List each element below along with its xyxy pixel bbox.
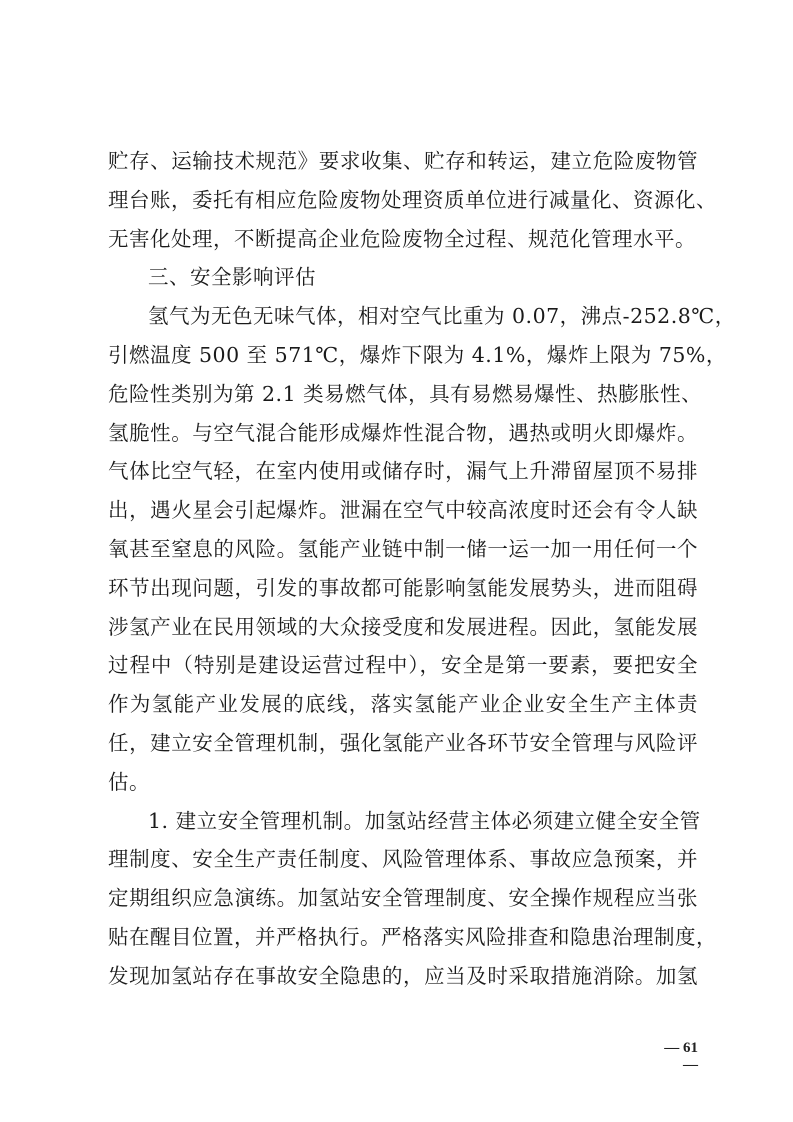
text-line: 定期组织应急演练。加氢站安全管理制度、安全操作规程应当张: [108, 886, 698, 911]
text-line: 气体比空气轻，在室内使用或储存时，漏气上升滞留屋顶不易排: [108, 459, 698, 484]
text-line: 环节出现问题，引发的事故都可能影响氢能发展势头，进而阻碍: [108, 575, 698, 600]
text-line: 贮存、运输技术规范》要求收集、贮存和转运，建立危险废物管: [108, 149, 698, 173]
text-line: 作为氢能产业发展的底线，落实氢能产业企业安全生产主体责: [108, 692, 698, 717]
text-line: 贴在醒目位置，并严格执行。严格落实风险排查和隐患治理制度，: [108, 924, 717, 949]
text-line: 出，遇火星会引起爆炸。泄漏在空气中较高浓度时还会有令人缺: [108, 498, 698, 523]
text-line: 无害化处理，不断提高企业危险废物全过程、规范化管理水平。: [108, 226, 696, 251]
text-line: 涉氢产业在民用领域的大众接受度和发展进程。因此，氢能发展: [108, 614, 698, 639]
text-line: 氢气为无色无味气体，相对空气比重为 0.07，沸点-252.8℃，: [148, 304, 736, 329]
body-text: [108, 142, 736, 996]
text-line: 氧甚至窒息的风险。氢能产业链中制一储一运一加一用任何一个: [108, 536, 698, 561]
text-line: 理台账，委托有相应危险废物处理资质单位进行减量化、资源化、: [108, 187, 717, 212]
text-line: 过程中（特别是建设运营过程中），安全是第一要素，要把安全: [108, 653, 698, 678]
text-line: 估。: [108, 769, 150, 794]
text-line: 引燃温度 500 至 571℃，爆炸下限为 4.1%，爆炸上限为 75%，: [108, 342, 727, 367]
text-line: 任，建立安全管理机制，强化氢能产业各环节安全管理与风险评: [108, 730, 698, 755]
text-line: 氢脆性。与空气混合能形成爆炸性混合物，遇热或明火即爆炸。: [108, 420, 698, 445]
text-line: 发现加氢站存在事故安全隐患的，应当及时采取措施消除。加氢: [108, 963, 698, 988]
page-number: — 61 —: [664, 1040, 698, 1073]
section-heading: 三、安全影响评估: [148, 265, 316, 290]
text-line: 理制度、安全生产责任制度、风险管理体系、事故应急预案，并: [108, 847, 698, 872]
text-line: 危险性类别为第 2.1 类易燃气体，具有易燃易爆性、热膨胀性、: [108, 381, 703, 406]
numbered-paragraph-start: 1. 建立安全管理机制。加氢站经营主体必须建立健全安全管: [148, 808, 701, 833]
